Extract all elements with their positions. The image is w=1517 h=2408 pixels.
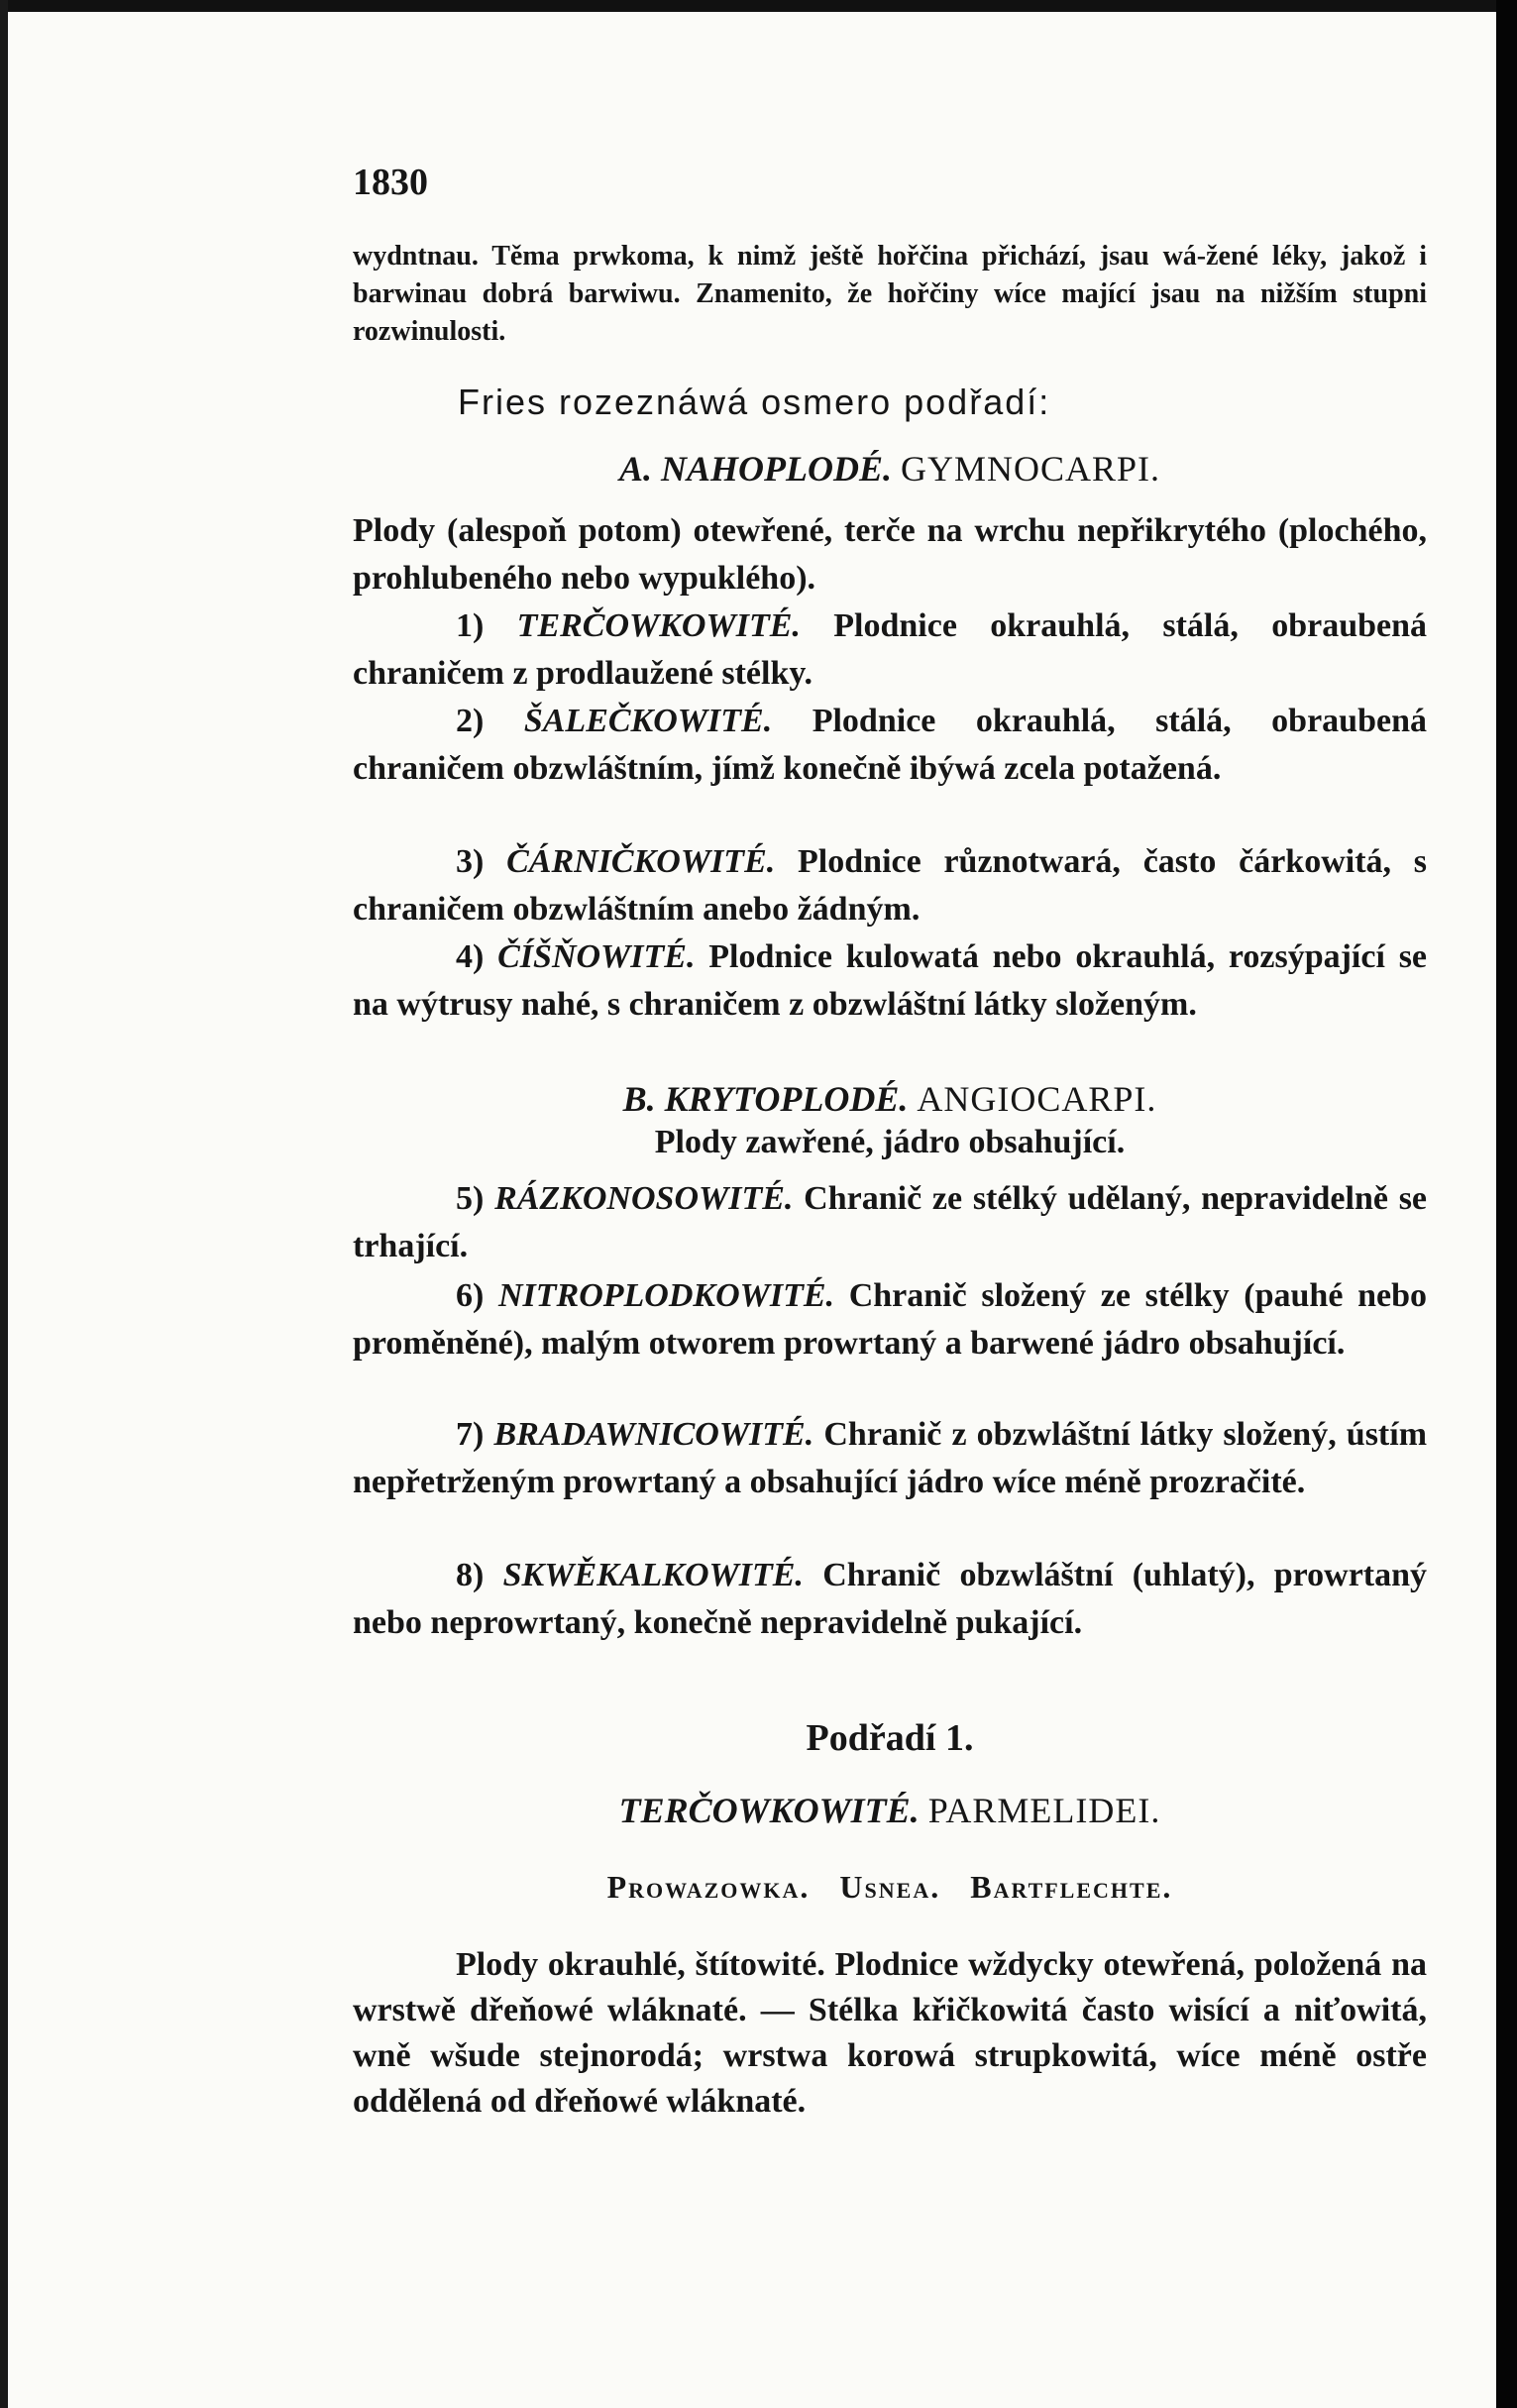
scan-border-right [1496,0,1517,2408]
item-6 [353,1272,1427,1368]
item-2-text: Plodnice okrauhlá, stálá, obraubená chraničem obzwláštním, jímž konečně ibýwá zcela potažená. [353,703,1428,787]
item-1 [353,602,1427,698]
item-4-name: ČÍŠŇOWITÉ. [497,938,696,975]
item-1-number: 1) [456,607,485,644]
item-7-text: Chranič z obzwláštní látky složený, ústím nepřetrženým prowrtaný a obsahující jádro wíce méně prozračité. [353,1416,1428,1500]
item-5-name: RÁZKONOSOWITÉ. [494,1180,794,1217]
section-b-latin: ANGIOCARPI. [917,1079,1157,1119]
item-3 [353,838,1427,933]
section-b-label: B. KRYTOPLODÉ. [622,1079,909,1119]
intro-paragraph: wydntnau. Těma prwkoma, k nimž ještě hořčina přichází, jsau wá-žené léky, jakož i barwinau dobrá barwiwu. Znamenito, že hořčiny wíce mající jsau na nižším stupni rozwinulosti. [353,241,1427,347]
item-8-text: Chranič obzwláštní (uhlatý), prowrtaný nebo neprowrtaný, konečně nepravidelně pukající. [353,1557,1428,1641]
item-2-number: 2) [456,703,485,739]
genus-de: Bartflechte. [970,1869,1173,1905]
item-6-text: Chranič složený ze stélky (pauhé nebo proměněné), malým otworem prowrtaný a barwené jádro obsahující. [353,1277,1427,1362]
section-a-label: A. NAHOPLODÉ. [618,449,892,489]
scan-border-left [0,0,8,2408]
page-number: 1830 [353,162,428,203]
section-b-description: Plody zawřené, jádro obsahující. [654,1124,1126,1160]
item-2 [353,698,1427,793]
item-8-number: 8) [456,1557,485,1593]
section-a-heading [353,448,1427,490]
subsection-heading [353,1790,1427,1831]
item-3-name: ČÁRNIČKOWITÉ. [506,843,776,880]
item-8 [353,1552,1427,1647]
item-3-text: Plodnice různotwará, často čárkowitá, s chraničem obzwláštním anebo žádným. [353,843,1428,928]
item-4-number: 4) [456,938,485,975]
item-5-number: 5) [456,1180,485,1217]
item-6-number: 6) [456,1277,485,1314]
item-4 [353,933,1427,1029]
item-5-text: Chranič ze stélký udělaný, nepravidelně se trhající. [353,1180,1428,1264]
section-a-latin: GYMNOCARPI. [900,449,1161,489]
scan-border-top [0,0,1517,12]
section-a-description: Plody (alespoň potom) otewřené, terče na wrchu nepřikrytého (plochého, prohlubeného nebo wypuklého). [353,512,1427,597]
subsection-title: Podřadí 1. [806,1717,974,1759]
item-3-number: 3) [456,843,485,880]
item-2-name: ŠALEČKOWITÉ. [523,703,773,739]
item-7 [353,1411,1427,1506]
item-6-name: NITROPLODKOWITÉ. [497,1277,835,1314]
genus-names [353,1869,1427,1906]
subsection-description: Plody okrauhlé, štítowité. Plodnice wždycky otewřená, položená na wrstwě dřeňowé wláknaté. — Stélka křičkowitá často wisící a niťowitá, wně wšude stejnorodá; wrstwa korowá strupkowitá, wíce méně ostře oddělená od dřeňowé wláknaté. [353,1946,1427,2120]
subsection-name: TERČOWKOWITÉ. [618,1791,920,1830]
intro-lead: Fries rozeznáwá osmero podřadí: [458,382,1051,422]
genus-lat: Usnea. [839,1869,941,1905]
item-1-name: TERČOWKOWITÉ. [516,607,801,644]
item-7-number: 7) [456,1416,485,1453]
subsection-latin: PARMELIDEI. [927,1791,1161,1830]
item-4-text: Plodnice kulowatá nebo okrauhlá, rozsýpající se na wýtrusy nahé, s chraničem z obzwláštní látky složeným. [353,938,1428,1023]
item-7-name: BRADAWNICOWITÉ. [493,1416,814,1453]
item-1-text: Plodnice okrauhlá, stálá, obraubená chraničem z prodlaužené stélky. [353,607,1428,692]
genus-cz: Prowazowka. [606,1869,811,1905]
section-b-heading [353,1078,1427,1120]
item-5 [353,1175,1427,1270]
item-8-name: SKWĚKALKOWITÉ. [502,1557,804,1593]
